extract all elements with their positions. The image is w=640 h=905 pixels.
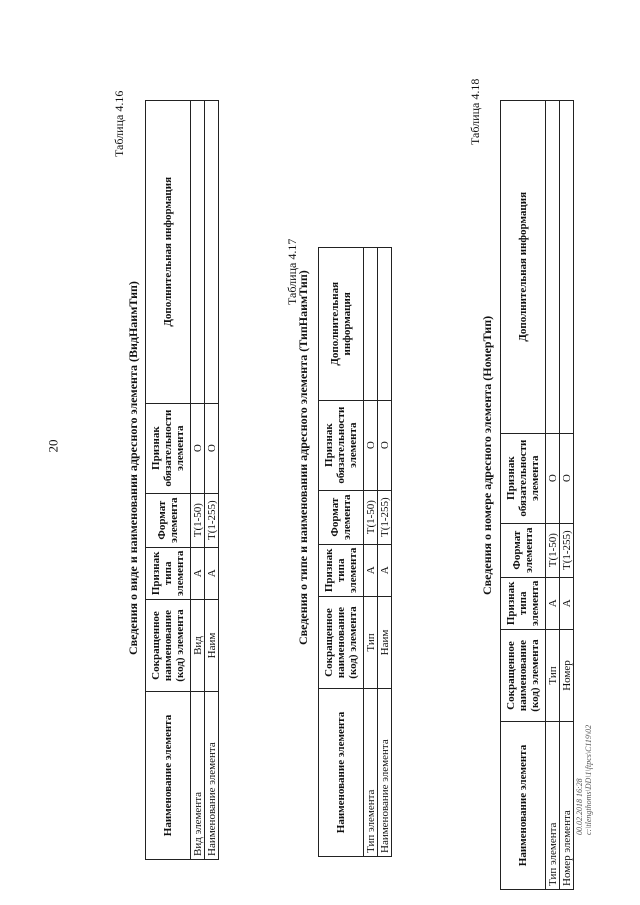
header-cell: Формат элемента — [501, 523, 546, 577]
table-cell: T(1-50) — [191, 493, 205, 547]
table-cell: Тип элемента — [546, 722, 560, 890]
table-cell — [560, 101, 574, 434]
table-cell: А — [546, 577, 560, 629]
table-cell: А — [378, 544, 392, 596]
table-row — [378, 248, 392, 857]
header-cell: Формат элемента — [319, 490, 364, 544]
table-title: Сведения о виде и наименовании адресного элемента (ВидНаимТип) — [126, 281, 140, 655]
table-header-row — [501, 101, 546, 890]
table-cell: Тип элемента — [364, 689, 378, 857]
table-cell: T(1-255) — [205, 493, 219, 547]
table-title: Сведения о номере адресного элемента (НомерТип) — [480, 315, 494, 595]
table-row — [560, 101, 574, 890]
table-cell: А — [364, 544, 378, 596]
table-cell: О — [364, 400, 378, 490]
table-cell: О — [560, 433, 574, 523]
table-cell: А — [205, 547, 219, 599]
table-cell — [546, 101, 560, 434]
header-cell: Сокращенное наименование (код) элемента — [146, 600, 191, 692]
header-cell: Наименование элемента — [501, 722, 546, 890]
table-cell: T(1-255) — [560, 523, 574, 577]
table-cell: Номер — [560, 630, 574, 722]
header-cell: Признак обязательности элемента — [146, 403, 191, 493]
document-stamp — [575, 725, 593, 835]
table-cell: О — [191, 403, 205, 493]
table-cell — [364, 248, 378, 401]
header-cell: Признак обязательности элемента — [501, 433, 546, 523]
table-row — [191, 101, 205, 860]
data-table — [318, 247, 392, 857]
stamp-line: 00.02.2018 16:28 — [575, 778, 584, 835]
data-table — [145, 100, 219, 860]
table-caption: Таблица 4.17 — [285, 238, 299, 305]
table-cell: Вид элемента — [191, 692, 205, 860]
table-row — [205, 101, 219, 860]
table-cell: А — [191, 547, 205, 599]
table-cell: T(1-255) — [378, 490, 392, 544]
table-cell — [378, 248, 392, 401]
header-cell: Наименование элемента — [319, 689, 364, 857]
header-cell: Признак типа элемента — [146, 547, 191, 599]
table-cell: Наименование элемента — [205, 692, 219, 860]
header-cell: Признак обязательности элемента — [319, 400, 364, 490]
table-cell: Тип — [546, 630, 560, 722]
table-cell: T(1-50) — [364, 490, 378, 544]
table-cell: О — [378, 400, 392, 490]
table-caption: Таблица 4.16 — [112, 90, 126, 157]
header-cell: Дополнительная информация — [319, 248, 364, 401]
table-cell: Номер элемента — [560, 722, 574, 890]
table-cell: T(1-50) — [546, 523, 560, 577]
table-cell: Наим — [378, 597, 392, 689]
header-cell: Признак типа элемента — [319, 544, 364, 596]
table-header-row — [146, 101, 191, 860]
table-cell: Наим — [205, 600, 219, 692]
header-cell: Наименование элемента — [146, 692, 191, 860]
header-cell: Сокращенное наименование (код) элемента — [319, 597, 364, 689]
table-cell: Вид — [191, 600, 205, 692]
page-number: 20 — [45, 439, 61, 453]
table-cell — [205, 101, 219, 404]
table-cell: О — [205, 403, 219, 493]
table-row — [546, 101, 560, 890]
table-cell: А — [560, 577, 574, 629]
header-cell: Дополнительная информация — [146, 101, 191, 404]
table-row — [364, 248, 378, 857]
table-caption: Таблица 4.18 — [468, 78, 482, 145]
table-title: Сведения о типе и наименовании адресного элемента (ТипНаимТип) — [296, 270, 310, 645]
stamp-line: c:\tlengthoms\DD\1\ftpcs\C119\02 — [584, 724, 593, 835]
header-cell: Дополнительная информация — [501, 101, 546, 434]
table-cell: Тип — [364, 597, 378, 689]
header-cell: Сокращенное наименование (код) элемента — [501, 630, 546, 722]
table-cell — [191, 101, 205, 404]
table-cell: О — [546, 433, 560, 523]
table-header-row — [319, 248, 364, 857]
header-cell: Формат элемента — [146, 493, 191, 547]
table-cell: Наименование элемента — [378, 689, 392, 857]
header-cell: Признак типа элемента — [501, 577, 546, 629]
data-table — [500, 100, 574, 890]
